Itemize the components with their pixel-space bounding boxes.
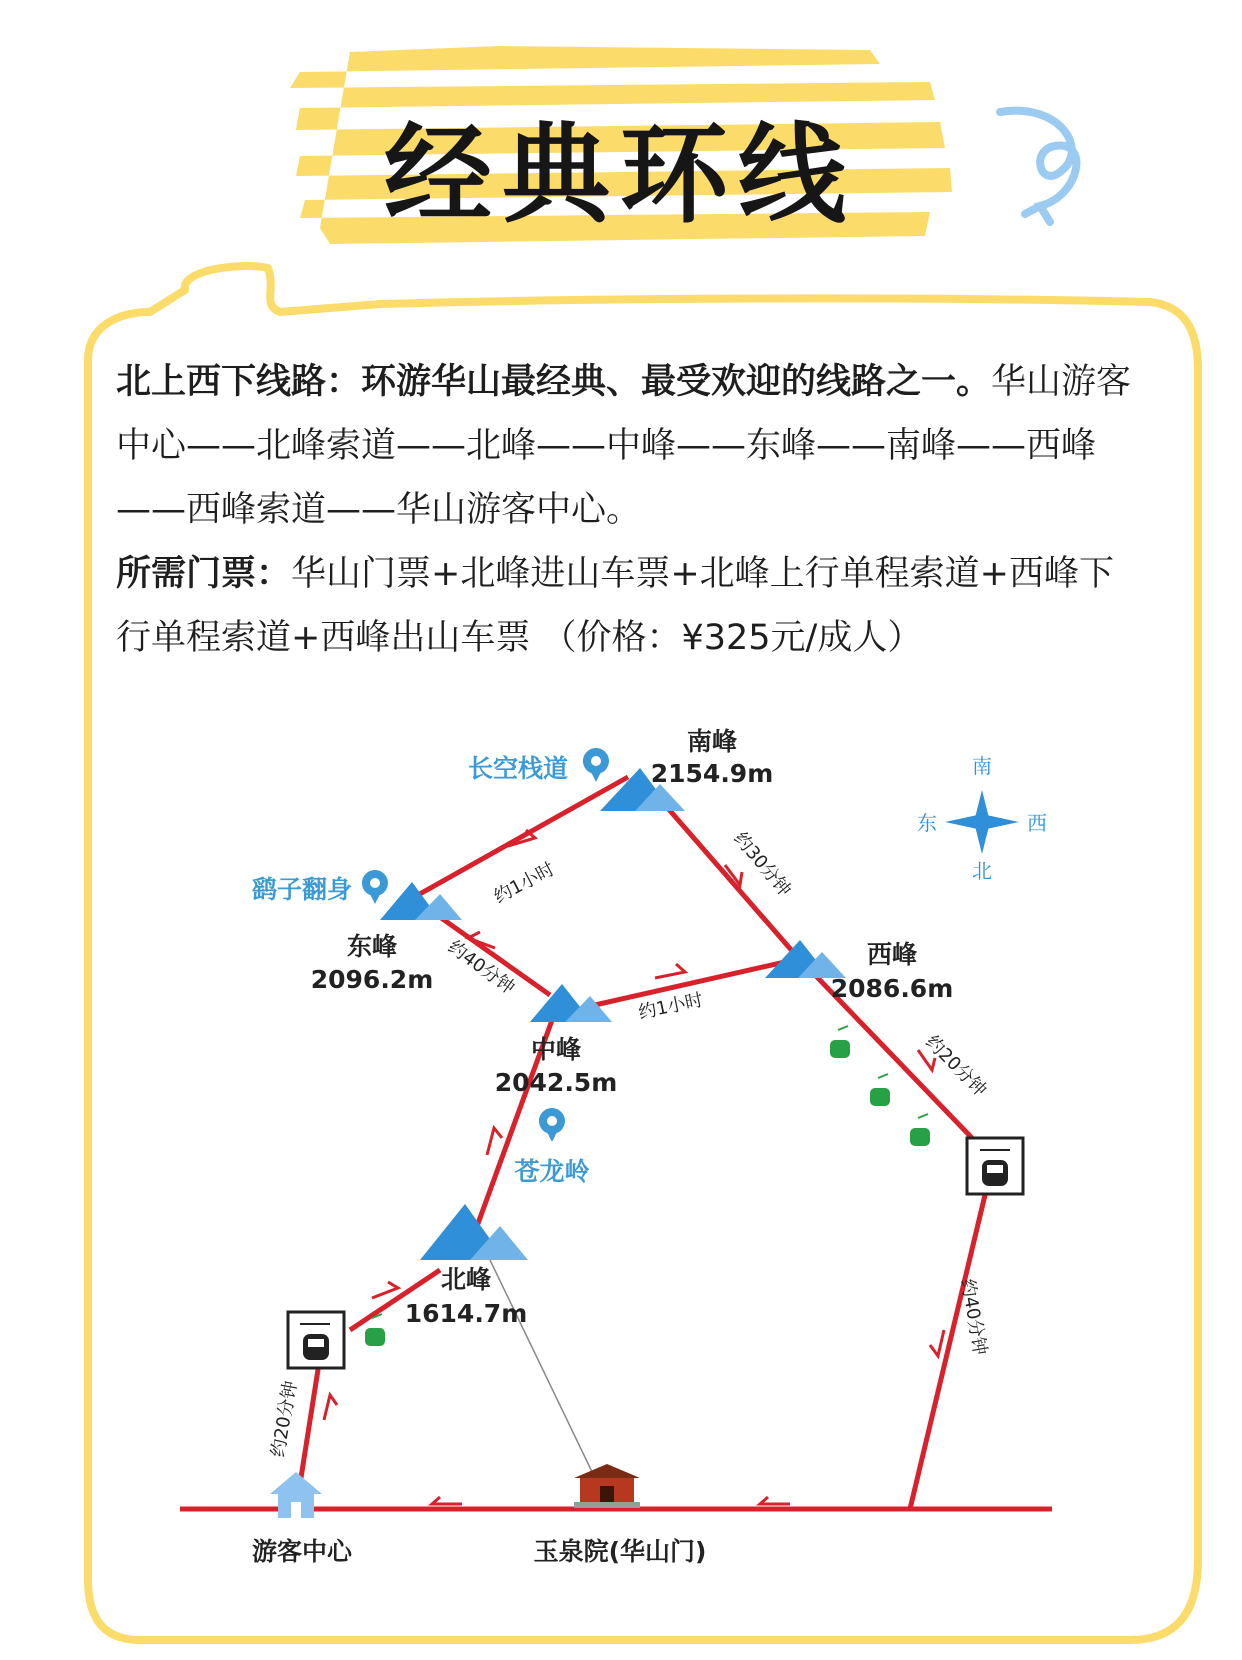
- gondola-icon: [910, 1114, 930, 1146]
- peak-east-icon: [380, 882, 462, 920]
- poi-yaozi: 鹞子翻身: [251, 875, 353, 904]
- label-yuquan: 玉泉院(华山门): [533, 1537, 707, 1566]
- duration-center-cable: 约20分钟: [267, 1379, 302, 1459]
- cable-station-west-icon: [967, 1138, 1023, 1194]
- gondola-icon: [830, 1026, 850, 1058]
- compass-label-e: 东: [917, 811, 937, 835]
- intro-text: [116, 350, 1146, 670]
- title-block: [270, 40, 970, 255]
- ticket-paragraph: [116, 542, 1146, 670]
- ticket-heading: 所需门票：: [116, 554, 292, 594]
- peak-north-elevation: 1614.7m: [404, 1299, 528, 1328]
- page-title: 经典环线: [383, 113, 856, 238]
- peak-east-name: 东峰: [346, 932, 398, 961]
- peak-middle-elevation: 2042.5m: [494, 1068, 618, 1097]
- duration-cable-down: 约40分钟: [956, 1277, 991, 1357]
- gondola-icon: [870, 1074, 890, 1106]
- route-paragraph: [116, 350, 1146, 542]
- poi-changkong: 长空栈道: [467, 754, 569, 783]
- peak-east-elevation: 2096.2m: [310, 965, 434, 994]
- peak-west-name: 西峰: [866, 940, 918, 969]
- compass-label-s: 北: [972, 859, 992, 883]
- compass-label-n: 南: [972, 754, 992, 778]
- duration-middle-west: 约1小时: [636, 989, 706, 1024]
- temple-icon: [574, 1464, 640, 1508]
- duration-east-south: 约1小时: [490, 858, 559, 908]
- duration-middle-east: 约40分钟: [443, 936, 519, 999]
- compass-label-w: 西: [1027, 811, 1047, 835]
- route-text: 华山游客中心——北峰索道——北峰——中峰——东峰——南峰——西峰——西峰索道——华山游客中心。: [116, 362, 1132, 530]
- duration-south-west: 约30分钟: [729, 828, 795, 901]
- label-visitor-center: 游客中心: [251, 1537, 353, 1566]
- peak-middle-name: 中峰: [530, 1035, 582, 1064]
- route-heading: 北上西下线路：: [116, 362, 362, 402]
- peak-south-elevation: 2154.9m: [650, 759, 774, 788]
- peak-west-icon: [765, 940, 846, 978]
- trail-line: [490, 1260, 595, 1478]
- poi-canglong: 苍龙岭: [514, 1157, 590, 1186]
- squiggle-arrow-icon: [1000, 111, 1076, 222]
- cable-station-north-icon: [288, 1312, 344, 1368]
- compass-icon: [945, 790, 1019, 854]
- peak-south-name: 南峰: [686, 727, 738, 756]
- route-highlight: 环游华山最经典、最受欢迎的线路之一。: [361, 362, 992, 402]
- peak-west-elevation: 2086.6m: [830, 974, 954, 1003]
- peak-north-name: 北峰: [440, 1265, 492, 1294]
- duration-west-cable: 约20分钟: [921, 1031, 991, 1101]
- gondola-icons: [365, 1026, 930, 1346]
- ticket-text: 华山门票+北峰进山车票+北峰上行单程索道+西峰下行单程索道+西峰出山车票 （价格：¥325元/成人）: [116, 554, 1114, 658]
- direction-arrows: [324, 830, 944, 1504]
- peak-north-icon: [420, 1204, 528, 1260]
